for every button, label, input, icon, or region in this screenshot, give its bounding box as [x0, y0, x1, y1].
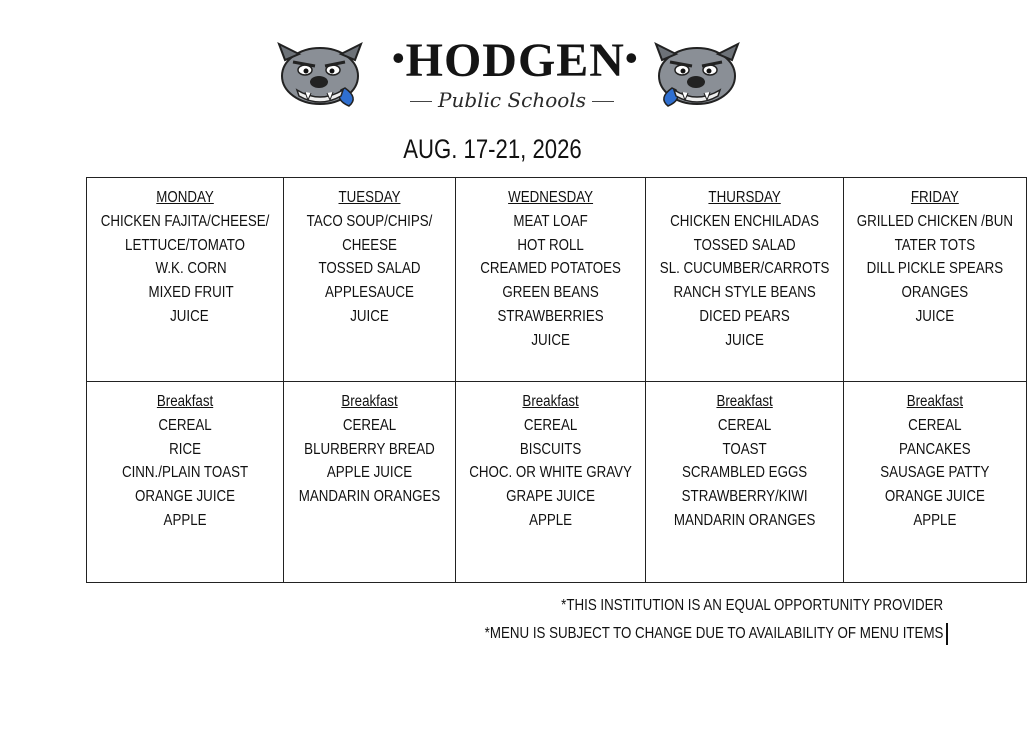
breakfast-heading: Breakfast [341, 393, 398, 410]
menu-item: SL. CUCUMBER/CARROTS [660, 260, 830, 278]
menu-item: JUICE [531, 331, 570, 349]
menu-item: DICED PEARS [699, 307, 791, 325]
day-heading: WEDNESDAY [508, 189, 594, 206]
menu-item: W.K. CORN [155, 260, 227, 278]
breakfast-heading: Breakfast [156, 393, 214, 410]
menu-item: LETTUCE/TOMATO [125, 236, 246, 254]
day-heading: MONDAY [156, 189, 214, 206]
menu-item: RICE [169, 440, 201, 458]
lunch-cell-monday [87, 178, 284, 382]
menu-item: ORANGES [902, 284, 969, 302]
menu-item: GRAPE JUICE [506, 488, 596, 506]
menu-item: APPLESAUCE [325, 284, 415, 302]
menu-table [86, 177, 1027, 583]
menu-item: ORANGE JUICE [885, 488, 986, 506]
breakfast-heading: Breakfast [716, 393, 774, 410]
menu-item: APPLE [913, 511, 957, 529]
breakfast-heading: Breakfast [522, 393, 579, 410]
menu-item: CHICKEN FAJITA/CHEESE/ [100, 212, 270, 230]
lunch-cell-tuesday [284, 178, 456, 382]
menu-item: MANDARIN ORANGES [674, 511, 816, 529]
lunch-cell-thursday [646, 178, 844, 382]
breakfast-cell-thursday [646, 382, 844, 583]
breakfast-cell-friday [844, 382, 1027, 583]
menu-item: TATER TOTS [895, 236, 976, 254]
menu-item: TACO SOUP/CHIPS/ [306, 212, 433, 230]
menu-item: GREEN BEANS [502, 284, 599, 302]
menu-item: PANCAKES [899, 440, 972, 458]
breakfast-cell-monday [87, 382, 284, 583]
menu-item: CINN./PLAIN TOAST [121, 464, 249, 482]
menu-item: STRAWBERRIES [497, 307, 604, 325]
text-cursor [946, 623, 948, 645]
menu-item: TOSSED SALAD [318, 260, 421, 278]
menu-item: MANDARIN ORANGES [298, 488, 441, 506]
menu-item: DILL PICKLE SPEARS [867, 260, 1004, 278]
menu-item: TOAST [722, 440, 767, 458]
breakfast-cell-wednesday [456, 382, 646, 583]
menu-item: GRILLED CHICKEN /BUN [857, 212, 1014, 230]
bulldog-icon [275, 38, 365, 108]
menu-item: JUICE [916, 307, 955, 325]
menu-item: CHICKEN ENCHILADAS [670, 212, 820, 230]
menu-item: SAUSAGE PATTY [880, 464, 990, 482]
menu-item: CHEESE [342, 236, 398, 254]
menu-item: MEAT LOAF [513, 212, 588, 230]
lunch-cell-friday [844, 178, 1027, 382]
menu-item: MIXED FRUIT [148, 284, 234, 302]
menu-item: TOSSED SALAD [693, 236, 796, 254]
menu-item: ORANGE JUICE [135, 488, 236, 506]
menu-item: CREAMED POTATOES [480, 260, 622, 278]
menu-item: APPLE [529, 511, 573, 529]
menu-week-title: AUG. 17-21, 2026 [403, 134, 582, 164]
lunch-cell-wednesday [456, 178, 646, 382]
lunch-row [87, 178, 1027, 382]
menu-change-notice: *MENU IS SUBJECT TO CHANGE DUE TO AVAILABILITY OF MENU ITEMS [484, 625, 943, 642]
menu-item: JUICE [350, 307, 389, 325]
menu-item: JUICE [170, 307, 209, 325]
menu-item: HOT ROLL [517, 236, 584, 254]
menu-item: CEREAL [342, 416, 397, 434]
menu-item: CHOC. OR WHITE GRAVY [469, 464, 633, 482]
logo-title: HODGEN [405, 34, 625, 87]
breakfast-row [87, 382, 1027, 583]
menu-item: BISCUITS [519, 440, 582, 458]
breakfast-heading: Breakfast [907, 393, 964, 410]
menu-item: CEREAL [158, 416, 212, 434]
logo-subtitle: Public Schools [424, 89, 600, 111]
menu-item: STRAWBERRY/KIWI [681, 488, 808, 506]
menu-item: APPLE JUICE [326, 464, 413, 482]
day-heading: FRIDAY [911, 189, 960, 206]
menu-item: JUICE [725, 331, 765, 349]
menu-item: SCRAMBLED EGGS [682, 464, 808, 482]
menu-item: CEREAL [718, 416, 772, 434]
breakfast-cell-tuesday [284, 382, 456, 583]
bulldog-icon [652, 38, 742, 108]
school-header [0, 28, 1028, 118]
menu-item: RANCH STYLE BEANS [673, 284, 816, 302]
day-heading: THURSDAY [708, 189, 782, 206]
menu-item: APPLE [163, 511, 207, 529]
day-heading: TUESDAY [338, 189, 401, 206]
menu-item: BLURBERRY BREAD [304, 440, 435, 458]
menu-item: CEREAL [908, 416, 963, 434]
menu-item: CEREAL [523, 416, 578, 434]
school-logo: •HODGEN• Public Schools [392, 34, 639, 112]
equal-opportunity-notice: *THIS INSTITUTION IS AN EQUAL OPPORTUNITY PROVIDER [561, 597, 943, 614]
